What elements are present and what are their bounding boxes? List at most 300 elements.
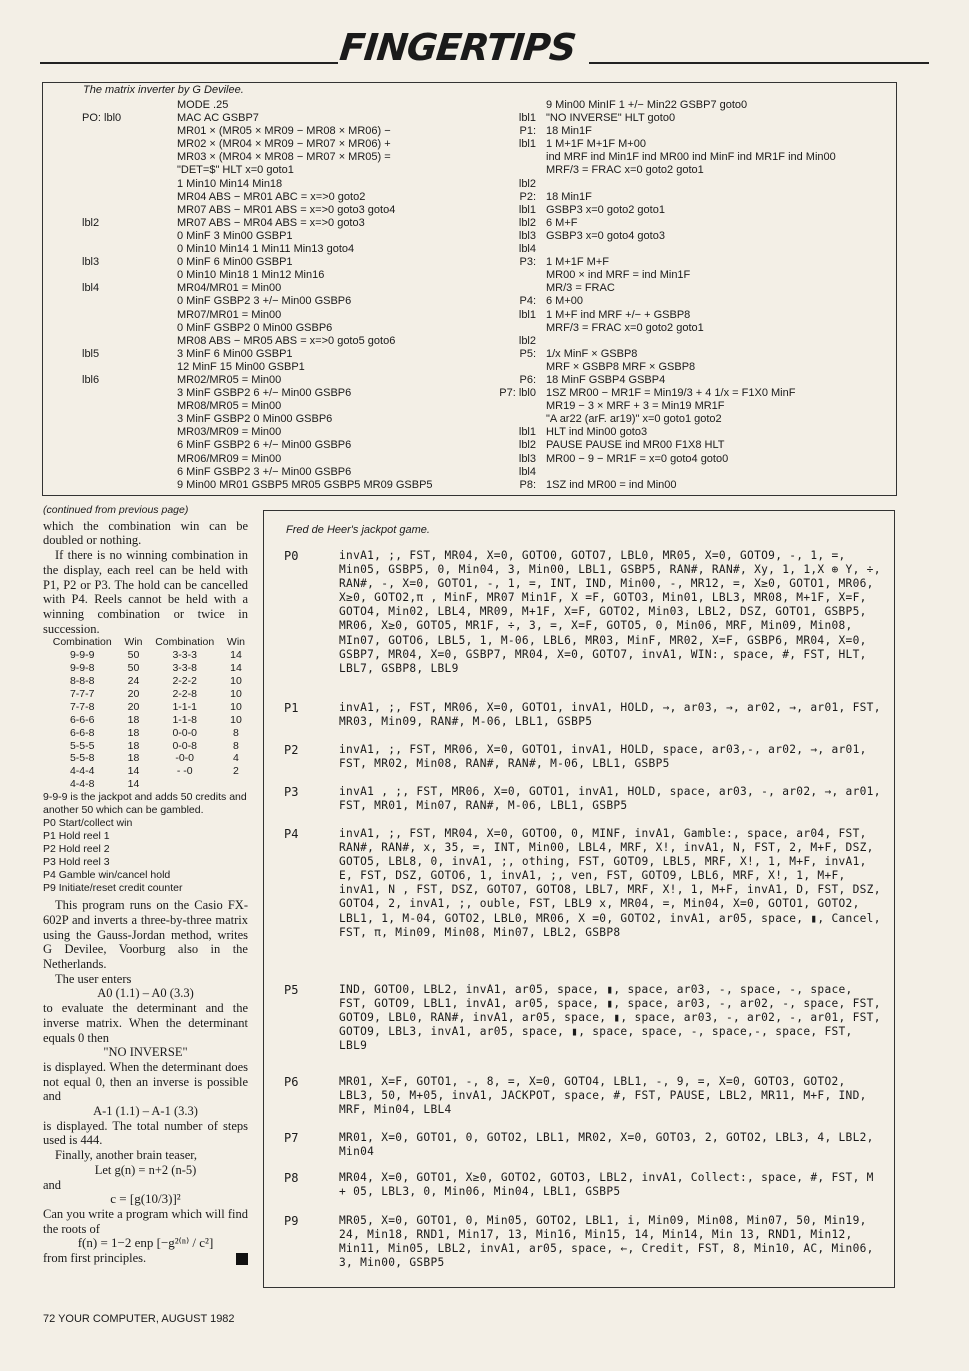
listing-line [486,178,836,191]
line-label [82,204,177,217]
line-code: "DET=$" HLT x=0 goto1 [177,164,294,177]
line-label: lbl2 [518,439,536,452]
table-row [43,662,248,675]
listing-line [82,374,433,387]
listing-line [82,164,433,177]
line-code: MR08 ABS − MR05 ABS = x=>0 goto5 goto6 [177,334,396,347]
line-label [82,309,177,322]
program-block [284,1075,884,1117]
table-cell: 14 [230,662,242,675]
line-code: MR06/MR09 = Min00 [177,452,282,465]
line-label [82,413,177,426]
formula-line: c = [g(10/3)]² [110,1191,181,1207]
line-label [82,295,177,308]
program-block [284,1171,884,1199]
listing-line [82,426,433,439]
listing-line [486,479,836,492]
table-header: Win [124,636,143,649]
table-cell: 14 [230,649,242,662]
table-cell: 18 [127,739,140,752]
line-label: lbl2 [518,177,536,190]
listing-line [486,466,836,479]
table-cell: 8-8-8 [69,675,95,688]
listing-line [82,256,433,269]
line-label [82,479,177,492]
jackpot-note: 9-9-9 is the jackpot and adds 50 credits and another 50 which can be gambled. [43,791,247,817]
table-cell: 4-4-8 [69,778,95,791]
line-code: 1/x MinF × GSBP8 [546,347,638,360]
table-row [43,688,248,701]
line-label: lbl2 [518,216,536,229]
table-cell [224,778,248,791]
line-label [82,361,177,374]
table-cell: 2-2-8 [172,687,197,700]
line-label [82,178,177,191]
line-code: 6 M+F [546,216,578,229]
program-label: P4 [284,827,299,841]
line-code: MR19 − 3 × MRF + 3 = Min19 MR1F [546,400,725,413]
article-paragraph: and [43,1177,62,1192]
program-label: P0 [284,549,299,563]
article-column [43,503,248,1266]
line-label [82,138,177,151]
matrix-listing-right [486,99,836,492]
line-code: MR/3 = FRAC [546,282,615,295]
article-paragraph: from first principles. [43,1251,147,1266]
section-title: FINGERTIPS [337,26,578,69]
article-paragraph: The user enters [55,971,132,986]
line-code: MRF/3 = FRAC x=0 goto2 goto1 [546,321,704,334]
program-block [284,785,884,813]
header-rule-right [589,62,929,64]
table-cell: 50 [127,662,140,675]
listing-line [82,387,433,400]
table-cell: 14 [127,778,140,791]
line-label: P2: [519,190,536,203]
end-mark-icon [236,1253,248,1265]
table-row [43,649,248,662]
table-cell: 0-0-0 [172,726,197,739]
listing-line [486,453,836,466]
listing-line [486,426,836,439]
formula-line: A-1 (1.1) – A-1 (3.3) [93,1104,198,1119]
listing-line [486,217,836,230]
line-label [486,413,546,426]
table-header: Combination [52,636,112,649]
table-cell: 8 [233,726,239,739]
listing-line [82,138,433,151]
key-item: P1 Hold reel 1 [43,830,110,843]
table-cell: 2-2-2 [172,675,197,688]
line-code: HLT ind Min00 goto3 [546,426,648,439]
line-label [82,151,177,164]
table-cell: 10 [230,675,242,688]
line-label: lbl3 [82,256,100,269]
program-label: P5 [284,983,299,997]
listing-line [486,243,836,256]
line-label: lbl4 [518,465,536,478]
line-code: MR02/MR05 = Min00 [177,373,282,386]
program-block [284,1131,884,1159]
table-row [43,727,248,740]
line-label: P1: [519,125,536,138]
jackpot-caption: Fred de Heer's jackpot game. [286,524,430,536]
program-label: P8 [284,1171,299,1185]
listing-line [486,413,836,426]
listing-line [486,125,836,138]
line-code: 0 MinF 6 Min00 GSBP1 [177,256,293,269]
line-label [486,151,546,164]
program-code: invA1, ;, FST, MR04, X=0, GOTO0, 0, MINF, invA1, Gamble:, space, ar04, FST, RAN#, RAN#, x, 35, =, INT, Min00, LBL4, MRF, X!, invA1, N, FST, 2, M+F, DSZ, GOTO5, LBL8, 0, invA1, ;, othing, FST, GOTO9, LBL5, MRF, X!, 1, M+F, invA1, E, FST, DSZ, GOTO6, 1, invA1, ;, ven, FST, GOTO9, LBL6, MRF, X!, 1, M+F, invA1, N , FST, DSZ, GOTO7, GOTO8, LBL7, MRF, X!, 1, M+F, invA1, D, FST, DSZ, GOTO4, 2, invA1, ;, ouble, FST, LBL9 x, MR04, =, Min04, X=0, GOTO1, GOTO2, LBL1, 1, M-04, GOTO2, LBL0, MR06, X =0, GOTO2, invA1, ar05, space, ▮, Cancel, FST, π, Min09, Min08, Min07, LBL2, GSBP8 [339,827,881,939]
program-label: P6 [284,1075,299,1089]
table-cell: 24 [127,675,140,688]
line-label: P4: [519,295,536,308]
table-row [43,765,248,778]
key-item: P0 Start/collect win [43,817,133,830]
line-label [486,400,546,413]
program-block [284,549,884,676]
table-row [43,675,248,688]
key-list [43,817,248,895]
line-code: 1SZ ind MR00 = ind Min00 [546,478,677,491]
line-label: lbl4 [518,243,536,256]
listing-line [82,295,433,308]
formula-line: "NO INVERSE" [103,1045,188,1060]
listing-line [486,99,836,112]
program-block [284,701,884,729]
line-label: lbl2 [82,216,100,229]
line-label: lbl3 [518,229,536,242]
line-label [82,453,177,466]
listing-line [82,335,433,348]
table-cell: 7-7-8 [69,700,95,713]
program-label: P2 [284,743,299,757]
matrix-inverter-listing [42,82,897,496]
listing-line [486,348,836,361]
listing-line [82,269,433,282]
program-code: MR04, X=0, GOTO1, X≥0, GOTO2, GOTO3, LBL2, invA1, Collect:, space, #, FST, M + 05, LBL3, 0, Min06, Min04, LBL1, GSBP5 [339,1171,874,1199]
listing-line [82,178,433,191]
line-label [82,335,177,348]
program-label: P3 [284,785,299,799]
line-code: 6 MinF GSBP2 6 +/− Min00 GSBP6 [177,439,352,452]
listing-line [486,387,836,400]
line-label: P7: lbl0 [499,387,536,400]
listing-line [82,309,433,322]
listing-line [82,217,433,230]
listing-line [486,112,836,125]
line-label: PO: lbl0 [82,112,122,125]
line-code: "NO INVERSE" HLT goto0 [546,112,676,125]
line-code: PAUSE PAUSE ind MR00 F1X8 HLT [546,439,725,452]
article-paragraph: is displayed. The total number of steps used is 444. [43,1118,248,1148]
line-label [82,400,177,413]
listing-line [486,400,836,413]
line-label: lbl1 [518,426,536,439]
listing-line [486,335,836,348]
line-code: 9 Min00 MinIF 1 +/− Min22 GSBP7 goto0 [546,99,748,111]
page-footer: 72 YOUR COMPUTER, AUGUST 1982 [43,1313,235,1325]
line-code: 0 Min10 Min14 1 Min11 Min13 goto4 [177,243,355,256]
line-code: 1SZ MR00 − MR1F = Min19/3 + 4 1/x = F1X0 MinF [546,387,796,400]
line-code: "A ar22 (arF. ar19)" x=0 goto1 goto2 [546,413,722,426]
formula-line: A0 (1.1) – A0 (3.3) [97,986,194,1001]
line-code: 12 MinF 15 Min00 GSBP1 [177,360,305,373]
line-label [82,426,177,439]
program-block [284,1214,884,1270]
listing-line [486,361,836,374]
program-code: invA1, ;, FST, MR06, X=0, GOTO1, invA1, HOLD, space, ar03,-, ar02, →, ar01, FST, MR02, Min08, RAN#, RAN#, M-06, LBL1, GSBP5 [339,743,867,771]
table-cell: 9-9-9 [69,649,95,662]
line-label [82,269,177,282]
formula-line: f(n) = 1−2 enp [−g²⁽ⁿ⁾ / c²] [77,1235,214,1251]
table-cell: 18 [127,752,140,765]
table-cell: 6-6-6 [69,713,95,726]
line-label [82,322,177,335]
table-cell: 1-1-1 [172,700,197,713]
line-label [486,322,546,335]
line-label [82,164,177,177]
line-code: MR00 − 9 − MR1F = x=0 goto4 goto0 [546,452,729,465]
line-label [82,466,177,479]
listing-line [486,269,836,282]
line-code: MR00 × ind MRF = ind Min1F [546,269,691,282]
line-label [82,125,177,138]
table-cell: -0-0 [175,752,195,765]
table-cell: - -0 [176,765,193,778]
listing-line [486,151,836,164]
line-label [486,361,546,374]
listing-line [82,400,433,413]
line-label: lbl4 [82,282,100,295]
line-code: MR04/MR01 = Min00 [177,282,282,295]
line-label [82,439,177,452]
line-label: lbl1 [518,203,536,216]
article-paragraph: which the combination win can be doubled or nothing. [43,518,248,548]
article-paragraph: to evaluate the determinant and the inverse matrix. When the determinant equals 0 then [43,1001,248,1045]
line-label: lbl2 [518,334,536,347]
table-cell: 7-7-7 [69,687,95,700]
table-cell: 3-3-3 [172,649,197,662]
table-cell: 0-0-8 [172,739,197,752]
table-cell: 18 [127,713,140,726]
key-item: P4 Gamble win/cancel hold [43,869,171,882]
line-label [82,230,177,243]
line-label: lbl1 [518,138,536,151]
key-item: P3 Hold reel 3 [43,856,110,869]
table-header: Combination [155,636,215,649]
line-code: MR08/MR05 = Min00 [177,400,282,413]
table-cell: 20 [127,700,140,713]
listing-line [82,322,433,335]
line-code: 3 MinF 6 Min00 GSBP1 [177,347,293,360]
line-code: 1 M+1F M+1F M+00 [546,138,646,151]
table-cell [145,778,223,791]
table-cell: 9-9-8 [69,662,95,675]
table-cell: 10 [230,687,242,700]
key-item: P2 Hold reel 2 [43,843,110,856]
listing-line [82,230,433,243]
listing-line [82,243,433,256]
table-row [43,752,248,765]
line-code: MODE .25 [177,99,229,111]
table-cell: 4-4-4 [69,765,95,778]
line-label [486,269,546,282]
listing-line [82,361,433,374]
table-cell: 10 [230,700,242,713]
line-code: 0 MinF GSBP2 3 +/− Min00 GSBP6 [177,295,352,308]
listing-line [486,374,836,387]
jackpot-listing [263,510,895,1288]
matrix-caption: The matrix inverter by G Devilee. [83,84,244,96]
listing-line [82,151,433,164]
table-cell: 3-3-8 [172,662,197,675]
table-cell: 4 [233,752,239,765]
line-code: MRF/3 = FRAC x=0 goto2 goto1 [546,164,704,177]
listing-line [82,282,433,295]
program-code: IND, GOTO0, LBL2, invA1, ar05, space, ▮, space, ar03, -, space, -, space, FST, GOTO9, LBL1, invA1, ar05, space, ▮, space, ar03, -, ar02, -, space, FST, GOTO9, LBL0, RAN#, invA1, ar05, space, ▮, space, ar03, -, ar02, -, ar01, FST, GOTO9, LBL3, invA1, ar05, space, ▮, space, space, -, space,-, space, FST, LBL9 [339,983,881,1053]
listing-line [486,309,836,322]
line-label [486,282,546,295]
formula-line: Let g(n) = n+2 (n-5) [94,1162,197,1177]
table-cell: 14 [127,765,140,778]
program-code: invA1, ;, FST, MR06, X=0, GOTO1, invA1, HOLD, →, ar03, →, ar02, →, ar01, FST, MR03, Min09, RAN#, M-06, LBL1, GSBP5 [339,701,881,729]
table-cell: 8 [233,739,239,752]
program-code: MR01, X=F, GOTO1, -, 8, =, X=0, GOTO4, LBL1, -, 9, =, X=0, GOTO3, GOTO2, LBL3, 50, M+05, invA1, JACKPOT, space, #, FST, PAUSE, LBL2, MR11, M+F, IND, MRF, Min04, LBL4 [339,1075,867,1117]
line-code: MR07/MR01 = Min00 [177,308,282,321]
table-cell: 18 [127,726,140,739]
key-item: P9 Initiate/reset credit counter [43,882,183,895]
page-header [40,28,929,68]
table-row [43,740,248,753]
listing-line [486,230,836,243]
line-label: P8: [519,478,536,491]
line-code: 0 MinF 3 Min00 GSBP1 [177,229,293,242]
article-paragraph: Finally, another brain teaser, [55,1148,198,1163]
line-code: GSBP3 x=0 goto4 goto3 [546,229,665,242]
table-cell: 6-6-8 [69,726,95,739]
listing-line [486,322,836,335]
line-code: 3 MinF GSBP2 6 +/− Min00 GSBP6 [177,387,352,400]
table-cell: 5-5-8 [69,752,95,765]
table-row [43,701,248,714]
listing-line [486,191,836,204]
table-cell: 1-1-8 [172,713,197,726]
line-code: MR01 × (MR05 × MR09 − MR08 × MR06) − [177,125,391,138]
line-label: lbl1 [518,308,536,321]
line-label [82,387,177,400]
listing-line [486,204,836,217]
article-paragraph: Can you write a program which will find the roots of [43,1206,248,1236]
line-label: lbl6 [82,373,100,386]
program-code: MR05, X=0, GOTO1, 0, Min05, GOTO2, LBL1, i, Min09, Min08, Min07, 50, Min19, 24, Min18, RND1, Min17, 13, Min16, Min15, 14, Min14, Min 13, RND1, Min12, Min11, Min05, LBL2, invA1, ar05, space, ←, Credit, FST, 8, Min10, AC, Min06, 3, Min00, GSBP5 [339,1214,874,1270]
program-code: MR01, X=0, GOTO1, 0, GOTO2, LBL1, MR02, X=0, GOTO3, 2, GOTO2, LBL3, 4, LBL2, Min04 [339,1131,874,1159]
listing-line [82,479,433,492]
line-code: MR04 ABS − MR01 ABC = x=>0 goto2 [177,190,366,203]
line-code: ind MRF ind Min1F ind MR00 ind MinF ind MR1F ind Min00 [546,151,836,164]
listing-line [82,191,433,204]
line-code: 6 MinF GSBP2 3 +/− Min00 GSBP6 [177,465,352,478]
listing-line [486,439,836,452]
line-code: MAC AC GSBP7 [177,112,259,125]
program-block [284,827,884,940]
line-code: MR02 × (MR04 × MR09 − MR07 × MR06) + [177,138,391,151]
line-code: 0 Min10 Min18 1 Min12 Min16 [177,269,325,282]
line-code: MR07 ABS − MR04 ABS = x=>0 goto3 [177,216,365,229]
line-code: 1 Min10 Min14 Min18 [177,177,283,190]
listing-line [82,439,433,452]
article-paragraph: is displayed. When the determinant does not equal 0, then an inverse is possible and [43,1059,248,1104]
line-code: 6 M+00 [546,295,583,308]
program-code: invA1, ;, FST, MR04, X=0, GOTO0, GOTO7, LBL0, MR05, X=0, GOTO9, -, 1, =, Min05, GSBP5, 0, Min04, 3, Min00, LBL1, GSBP5, RAN#, RAN#, Xy, 1, 1,X ⊕ Y, ÷, RAN#, -, X=0, GOTO1, -, 1, =, INT, IND, Min00, -, MR12, =, X≥0, GOTO1, MR06, X≥0, GOTO2,π , MinF, MR07 Min1F, X =F, GOTO3, Min01, LBL3, MR08, M+1F, X=F, GOTO4, Min02, LBL4, MR09, M+1F, X=F, GOTO2, Min03, LBL2, DSZ, GOTO1, GSBP5, MR06, X≥0, GOTO5, MR1F, ÷, 3, =, X=F, GOTO5, 0, Min06, MRF, Min09, Min08, MIn07, GOTO6, LBL5, 1, M-06, LBL6, MR03, MinF, MR02, X=F, GSBP6, MR04, X=0, GSBP7, MR04, X=0, GSBP7, MR04, X=0, GOTO7, invA1, WIN:, space, #, FST, HLT, LBL7, GSBP8, LBL9 [339,549,881,675]
listing-line [82,348,433,361]
listing-line [82,204,433,217]
table-row [43,778,248,791]
program-label: P9 [284,1214,299,1228]
listing-line [486,138,836,151]
program-label: P1 [284,701,299,715]
line-code: 18 MinF GSBP4 GSBP4 [546,373,666,386]
listing-line [486,282,836,295]
line-label [486,164,546,177]
table-cell: 50 [127,649,140,662]
table-cell: 5-5-5 [69,739,95,752]
table-row [43,714,248,727]
line-label: lbl5 [82,347,100,360]
continued-note: (continued from previous page) [43,504,189,516]
listing-line [486,256,836,269]
line-label: lbl1 [518,112,536,125]
program-block [284,743,884,771]
line-label: P6: [519,373,536,386]
program-label: P7 [284,1131,299,1145]
line-label [82,99,177,112]
program-code: invA1 , ;, FST, MR06, X=0, GOTO1, invA1, HOLD, space, ar03, -, ar02, →, ar01, FST, MR01, Min07, RAN#, M-06, LBL1, GSBP5 [339,785,881,813]
win-table [43,636,248,791]
line-label [82,243,177,256]
line-code: MRF × GSBP8 MRF × GSBP8 [546,360,696,373]
listing-line [486,164,836,177]
table-header: Win [226,636,245,649]
listing-line [486,295,836,308]
line-code: 1 M+1F M+F [546,256,609,269]
table-cell: 10 [230,713,242,726]
listing-line [82,99,433,112]
program-block [284,983,884,1053]
line-code: 18 Min1F [546,125,592,138]
header-rule-left [40,62,338,64]
listing-line [82,453,433,466]
matrix-listing-left [82,99,433,492]
table-cell: 2 [233,765,239,778]
line-label: lbl3 [518,452,536,465]
table-cell: 20 [127,687,140,700]
line-label [486,99,546,112]
line-code: MR03/MR09 = Min00 [177,426,282,439]
line-label: P5: [519,347,536,360]
listing-line [82,413,433,426]
line-label: P3: [519,256,536,269]
listing-line [82,466,433,479]
listing-line [82,112,433,125]
line-code: GSBP3 x=0 goto2 goto1 [546,203,665,216]
listing-line [82,125,433,138]
line-code: 18 Min1F [546,190,592,203]
line-code: 3 MinF GSBP2 0 Min00 GSBP6 [177,413,333,426]
line-code: 9 Min00 MR01 GSBP5 MR05 GSBP5 MR09 GSBP5 [177,478,433,491]
line-code: MR07 ABS − MR01 ABS = x=>0 goto3 goto4 [177,203,396,216]
article-paragraph: If there is no winning combination in the display, each reel can be held with P1, P2 or P3. The hold can be cancelled with P4. Reels cannot be held with a winning combination or twice in succession. [43,548,248,636]
